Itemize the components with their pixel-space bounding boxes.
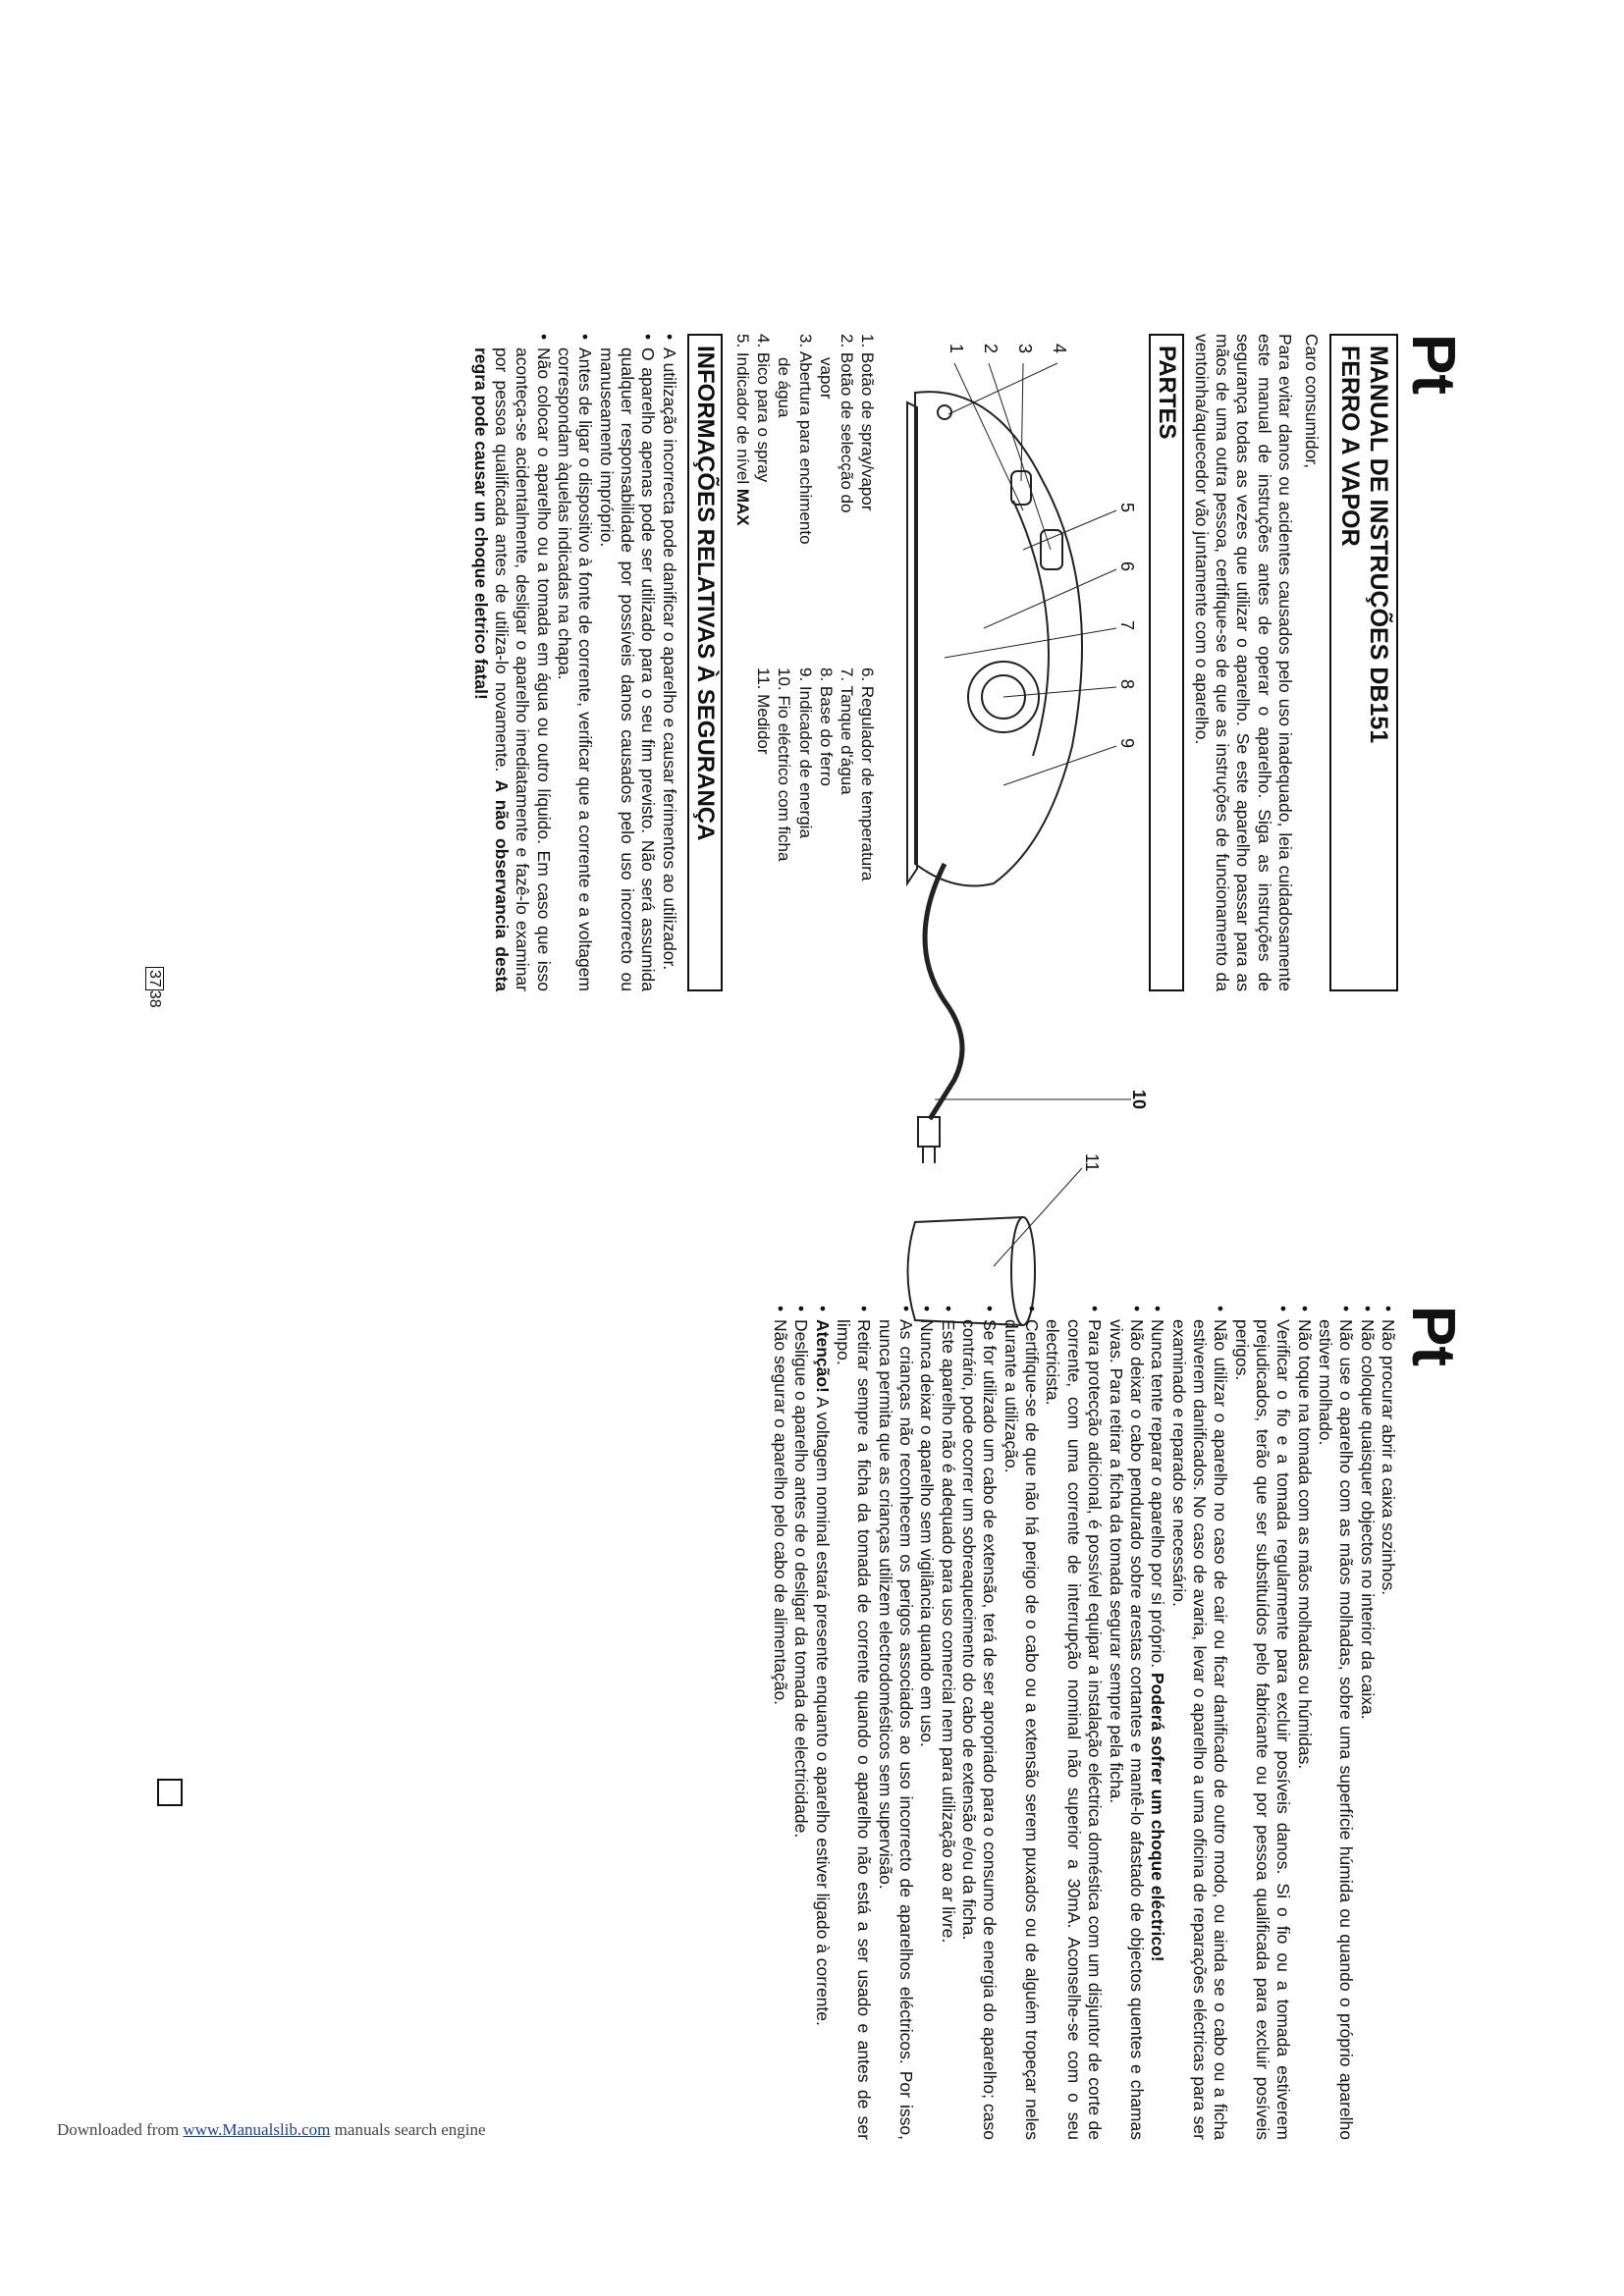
page-number-boxed: 37 bbox=[145, 967, 164, 990]
safety-bullet: • Não toque na tomada com as mãos molhadas ou húmidas. bbox=[1293, 1306, 1314, 2140]
manual-title-box bbox=[1330, 334, 1399, 991]
leader-line bbox=[1003, 746, 1116, 785]
safety-bullet: • Não use o aparelho com as mãos molhadas, sobre uma superfície húmida ou quando o próprio aparelho estiver molhado. bbox=[1315, 1306, 1357, 2140]
callout-11: 11 bbox=[1082, 1153, 1103, 1172]
page-number-plain: 38 bbox=[146, 989, 163, 1008]
callout-2: 2 bbox=[981, 344, 1001, 354]
callout-7: 7 bbox=[1117, 620, 1138, 631]
steam-iron-illustration bbox=[886, 334, 1150, 1414]
safety-bullet: • Retirar sempre a ficha da tomada de corrente quando o aparelho não está a ser usado e antes de ser limpo. bbox=[833, 1306, 875, 2140]
intro-paragraph: Para evitar danos ou acidentes causados pelo uso inadequado, leia cuidadosamente este manual de instruções antes de operar o aparelho. Siga as instruções de segurança todas as vezes que utilizar o aparelho. Se este aparelho passar para as mãos de uma outra pessoa, certifique-se de que as instruções de funcionamento da ventoinha/aquecedor vão juntamente com o aparelho. bbox=[1191, 334, 1296, 991]
part-item: 7. Tanque d'água bbox=[838, 667, 857, 795]
lower-page-content bbox=[373, 1306, 1467, 2140]
language-code: Pt bbox=[1399, 1306, 1467, 1366]
safety-bullet: • Não segurar o aparelho pelo cabo de alimentação. bbox=[770, 1306, 790, 2140]
empty-box bbox=[157, 1779, 183, 1806]
part-item: de água bbox=[775, 357, 794, 418]
iron-diagram bbox=[886, 334, 1150, 1414]
leader-line bbox=[984, 569, 1116, 628]
spray-nozzle-shape bbox=[938, 405, 951, 419]
parts-heading: PARTES bbox=[1149, 334, 1184, 991]
safety-bullet: • Não deixar o cabo pendurado sobre arestas cortantes e mantê-lo afastado de objectos quentes e chamas vivas. Para retirar a ficha da tomada segurar sempre pela ficha. bbox=[1105, 1306, 1147, 2140]
callout-9: 9 bbox=[1117, 738, 1138, 749]
safety-bullet: • Se for utilizado um cabo de extensão, terá de ser apropriado para o consumo de energia do aparelho; caso contrário, pode ocorrer um sobreaquecimento do cabo de extensão e/ou da ficha. bbox=[958, 1306, 1001, 2140]
manual-subtitle: FERRO A VAPOR bbox=[1336, 346, 1365, 547]
safety-bullet-text: Não colocar o aparelho ou a tomada em água ou outro líquido. Em caso que isso aconteça-se acidentalmente, desligar o aparelho imediatamente e fazê-lo examinar por pessoa qualificada antes de utiliza-lo novamente. bbox=[491, 347, 554, 991]
safety-bullet: • Não utilizar o aparelho no caso de cair ou ficar danificado de outro modo, ou ainda se o cabo ou a ficha estiverem danificados. No caso de avaria, levar o aparelho a uma oficina de reparações eléctricas para ser examinado e reparado se necessário. bbox=[1167, 1306, 1230, 2140]
footer-prefix: Downloaded from bbox=[57, 2120, 184, 2139]
safety-bullet: • Verificar o fio e a tomada regularmente para excluir posíveis danos. Si o fio ou a tomada estiverem prejudicados, terão que ser substituídos pelo fabricante ou por pessoa qualificada para excluir posíveis perigos. bbox=[1230, 1306, 1293, 2140]
parts-list-col2 bbox=[732, 667, 879, 962]
safety-bullets-continued bbox=[770, 1306, 1398, 2140]
manual-title: MANUAL DE INSTRUÇÕES DB151 bbox=[1365, 346, 1392, 744]
part-item: 10. Fio eléctrico com ficha bbox=[775, 667, 794, 862]
parts-list-col1 bbox=[732, 334, 879, 628]
safety-bullet: • Não coloque quaisquer objectos no interior da caixa. bbox=[1356, 1306, 1377, 2140]
part-item bbox=[732, 334, 753, 628]
safety-warning-bold: Poderá sofrer um choque eléctrico! bbox=[1148, 1672, 1168, 1962]
part-item: 11. Medidor bbox=[754, 667, 774, 755]
safety-bullets bbox=[469, 334, 678, 991]
callout-8: 8 bbox=[1117, 679, 1138, 690]
part-item: 4. Bico para o spray bbox=[754, 334, 774, 483]
part-label-bold: MAX bbox=[732, 488, 752, 526]
part-item: 3. Abertura para enchimento bbox=[795, 334, 815, 545]
language-code: Pt bbox=[1399, 334, 1467, 395]
callout-4: 4 bbox=[1050, 344, 1070, 354]
safety-bullet: • Nunca deixar o aparelho sem vigilância quando em uso. bbox=[916, 1306, 937, 2140]
upper-page-content bbox=[196, 334, 1467, 1172]
safety-bullet bbox=[469, 334, 553, 991]
page-number bbox=[145, 967, 163, 1008]
part-item: 2. Botão de selecção do bbox=[838, 334, 857, 513]
part-item: 9. Indicador de energia bbox=[795, 667, 815, 838]
safety-bullet: • A utilização incorrecta pode danificar o aparelho e causar ferimentos ao utilizador. bbox=[658, 334, 678, 991]
part-item: 6. Regulador de temperatura bbox=[858, 667, 878, 881]
safety-bullet: • Este aparelho não é adequado para uso comercial nem para utilização ao ar livre. bbox=[937, 1306, 957, 2140]
safety-bullet-text: Nunca tente reparar o aparelho por si próprio. bbox=[1148, 1319, 1168, 1673]
attention-label: Atenção! bbox=[812, 1319, 833, 1393]
download-footer bbox=[57, 2120, 486, 2140]
part-item: 1. Botão de spray/vapor bbox=[858, 334, 878, 511]
callout-10: 10 bbox=[1129, 1090, 1150, 1110]
attention-text: A voltagem nominal estará presente enquanto o aparelho estiver ligado à corrente. bbox=[812, 1392, 833, 2026]
callout-5: 5 bbox=[1117, 503, 1138, 513]
part-item: vapor bbox=[816, 357, 836, 400]
safety-bullet: • O aparelho apenas pode ser utilizado para o seu fim previsto. Não será assumida qualquer responsabilidade por possíveis danos causados pelo uso incorrecto ou manuseamento impróprio. bbox=[595, 334, 658, 991]
safety-bullet: • Certifique-se de que não há perigo de o cabo ou a extensão serem puxados ou de alguém tropeçar neles durante a utilização. bbox=[1000, 1306, 1042, 2140]
leader-line bbox=[1003, 687, 1116, 697]
parts-list bbox=[732, 334, 879, 991]
footer-suffix: manuals search engine bbox=[330, 2120, 486, 2139]
leader-line bbox=[1023, 510, 1116, 550]
callout-6: 6 bbox=[1117, 561, 1138, 572]
safety-bullet: • As crianças não reconhecem os perigos associados ao uso incorrecto de aparelhos eléctricos. Por isso, nunca permita que as crianças utilizem electrodomésticos sem supervisão. bbox=[874, 1306, 916, 2140]
part-item: 8. Base do ferro bbox=[816, 667, 836, 786]
safety-bullet: • Antes de ligar o dispositivo à fonte de corrente, verificar que a corrente e a voltagem correspondam àquelas indicadas na chapa. bbox=[554, 334, 596, 991]
safety-heading: INFORMAÇÕES RELATIVAS À SEGURANÇA bbox=[687, 334, 723, 991]
plug bbox=[918, 1117, 940, 1147]
safety-bullet: • Para protecção adicional, é possível equipar a instalação eléctrica doméstica com um disjuntor de corte de corrente, com uma corrente de interrupção nominal não superior a 30mA. Aconselhe-se com o seu electricista. bbox=[1042, 1306, 1105, 2140]
callout-1: 1 bbox=[947, 344, 967, 354]
safety-bullet: • Desligue o aparelho antes de o desligar da tomada de electricidade. bbox=[790, 1306, 811, 2140]
greeting: Caro consumidor, bbox=[1302, 334, 1323, 469]
power-cord bbox=[925, 864, 962, 1119]
safety-bullet bbox=[1147, 1306, 1167, 2140]
callout-3: 3 bbox=[1015, 344, 1036, 354]
leader-line bbox=[945, 628, 1116, 658]
safety-warning-bold: A não observancia desta regra pode causar un choque eletrico fatal! bbox=[470, 347, 512, 992]
safety-bullet: • Não procurar abrir a caixa sozinhos. bbox=[1378, 1306, 1398, 2140]
safety-bullet bbox=[811, 1306, 832, 2140]
spray-button-shape bbox=[1041, 530, 1062, 569]
manualslib-link[interactable]: www.Manualslib.com bbox=[183, 2120, 331, 2139]
part-label: 5. Indicador de nível bbox=[732, 334, 752, 489]
